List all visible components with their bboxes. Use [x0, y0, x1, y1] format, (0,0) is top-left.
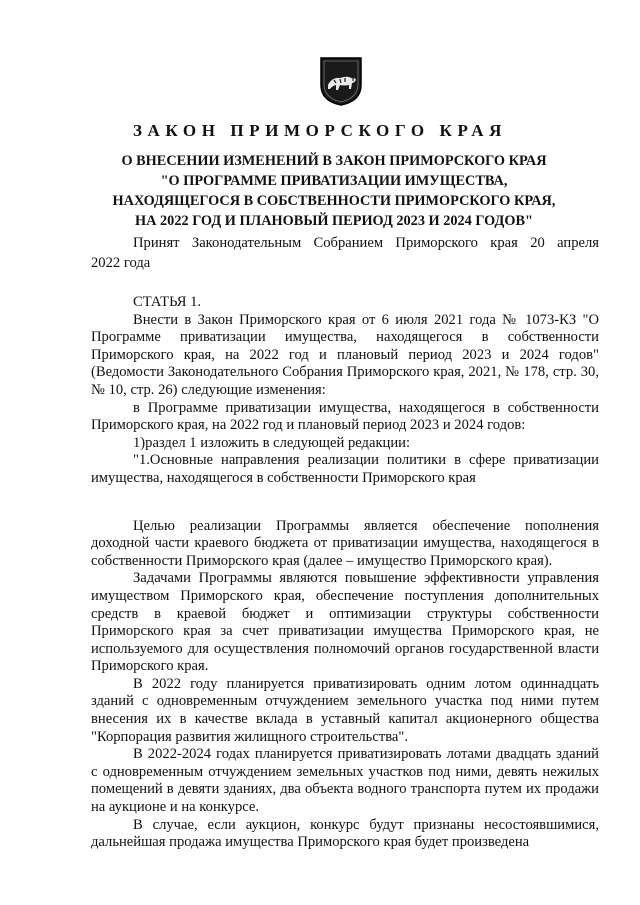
- coat-of-arms-emblem: [318, 55, 364, 107]
- body-paragraph: В случае, если аукцион, конкурс будут признаны несостоявшимися, дальнейшая продажа имущества Приморского края будет произведена: [91, 816, 599, 851]
- heading-line: НА 2022 ГОД И ПЛАНОВЫЙ ПЕРИОД 2023 И 2024 ГОДОВ": [135, 213, 533, 229]
- body-paragraph: Внести в Закон Приморского края от 6 июля 2021 года № 1073-КЗ "О Программе приватизации имущества, находящегося в собственности Приморского края, на 2022 год и плановый период 2023 и 2024 годов" (Ведомости Законодательного Собрания Приморского края, 2021, № 178, стр. 30, № 10, стр. 26) следующие изменения:: [91, 311, 599, 398]
- law-heading: [60, 151, 608, 231]
- heading-line: "О ПРОГРАММЕ ПРИВАТИЗАЦИИ ИМУЩЕСТВА,: [160, 173, 508, 189]
- body-paragraph: В 2022 году планируется приватизировать одним лотом одиннадцать зданий с одновременным отчуждением земельного участка под ними путем внесения их в качестве вклада в уставный капитал акционерного общества "Корпорация развития жилищного строительства".: [91, 675, 599, 745]
- law-title: ЗАКОН ПРИМОРСКОГО КРАЯ: [132, 121, 508, 140]
- heading-line: НАХОДЯЩЕГОСЯ В СОБСТВЕННОСТИ ПРИМОРСКОГО КРАЯ,: [112, 193, 556, 209]
- article-heading: СТАТЬЯ 1.: [133, 294, 202, 310]
- adoption-note-line: Принят Законодательным Собранием Приморского края 20 апреля: [133, 235, 599, 251]
- body-paragraph: 1)раздел 1 изложить в следующей редакции:: [133, 434, 411, 451]
- body-paragraph: В 2022-2024 годах планируется приватизировать лотами двадцать зданий с одновременным отчуждением земельных участков под ними, девять нежилых помещений в девяти зданиях, два объекта водного транспорта путем их продажи на аукционе и на конкурсе.: [91, 746, 599, 816]
- body-paragraph: Задачами Программы являются повышение эффективности управления имуществом Приморского края, обеспечение поступления дополнительных средств в краевой бюджет и оптимизации структуры собственности Приморского края за счет приватизации имущества Приморского края, не используемого для осуществления полномочий органов государственной власти Приморского края.: [91, 570, 599, 675]
- body-paragraph: в Программе приватизации имущества, находящегося в собственности Приморского края, на 2022 год и плановый период 2023 и 2024 годов:: [91, 399, 599, 434]
- section-title-quote: "1.Основные направления реализации политики в сфере приватизации имущества, находящегося в собственности Приморского края: [91, 452, 599, 486]
- heading-line: О ВНЕСЕНИИ ИЗМЕНЕНИЙ В ЗАКОН ПРИМОРСКОГО КРАЯ: [121, 153, 547, 169]
- adoption-note-date: 2022 года: [91, 255, 151, 271]
- law-body: [91, 294, 599, 852]
- adoption-note: [91, 233, 599, 273]
- body-paragraph: Целью реализации Программы является обеспечение пополнения доходной части краевого бюджета от приватизации имущества, находящегося в собственности Приморского края (далее – имущество Приморского края).: [91, 517, 599, 569]
